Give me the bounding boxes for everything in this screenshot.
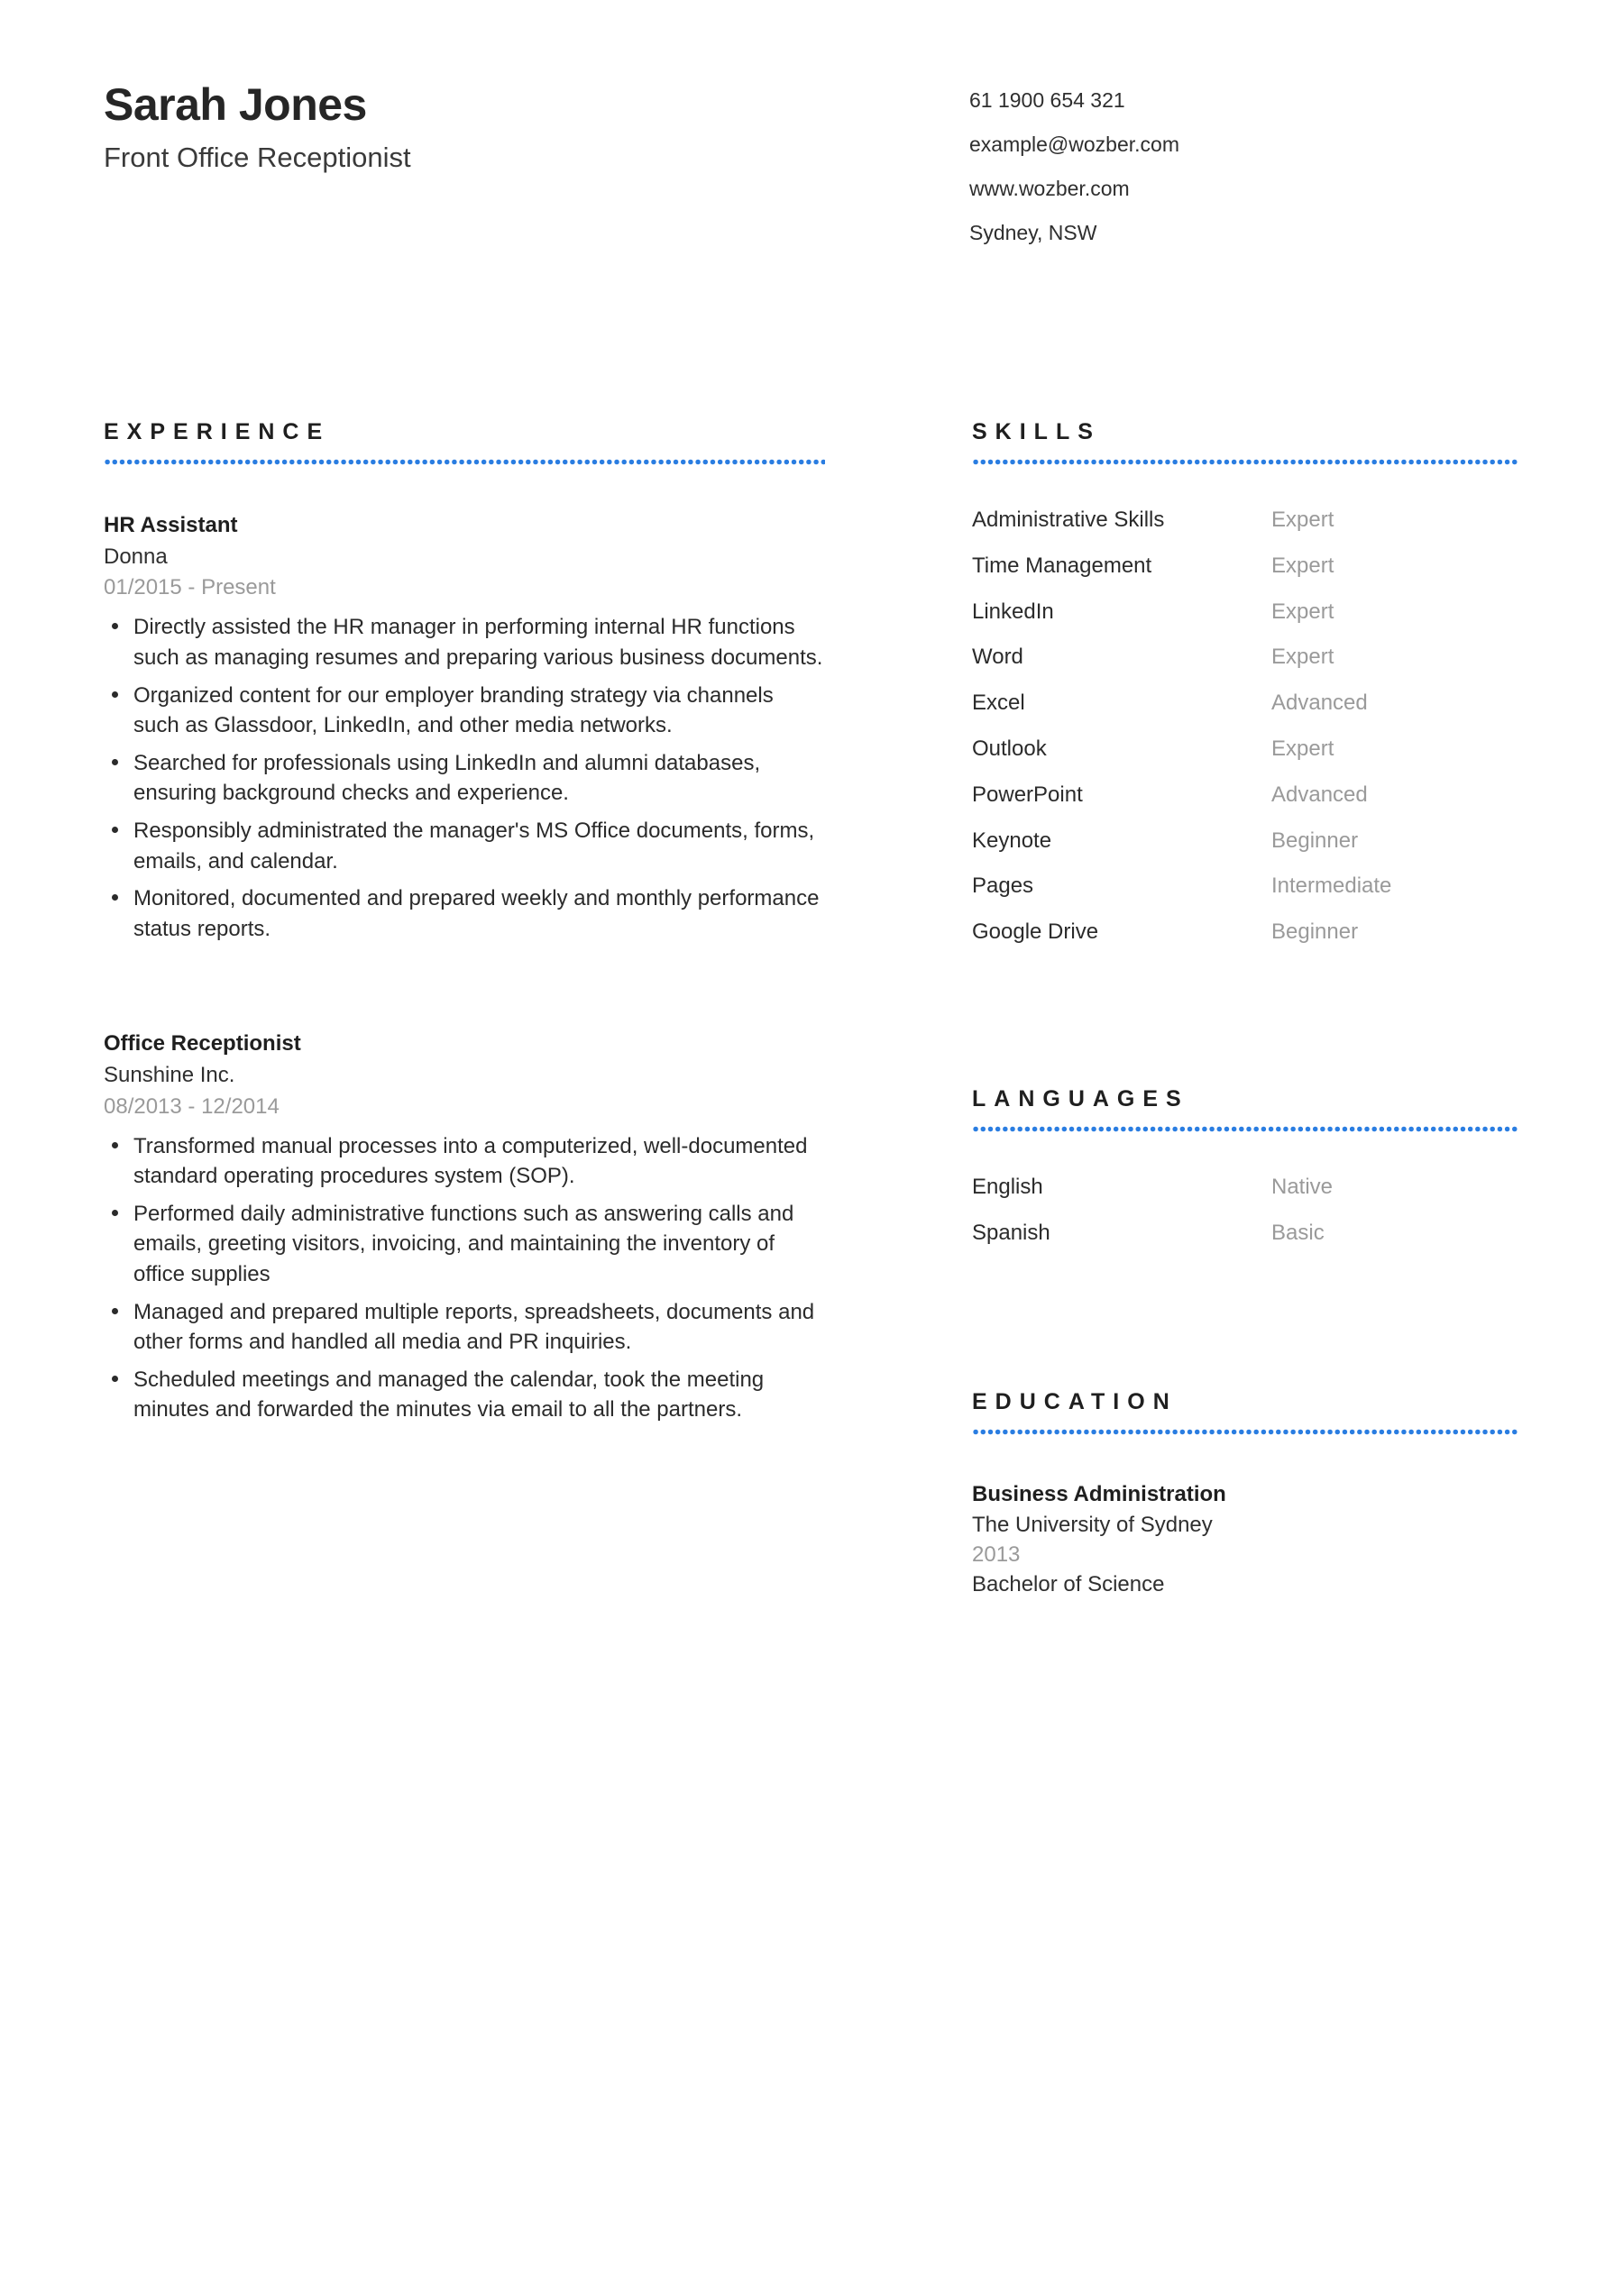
section-gap — [972, 1247, 1519, 1391]
skill-level: Intermediate — [1271, 874, 1392, 899]
bullet-text: Managed and prepared multiple reports, spreadsheets, documents and other forms and handled all media and PR inquiries. — [133, 1299, 815, 1355]
section-experience — [104, 421, 825, 1425]
bullet-item — [104, 816, 825, 876]
bullet-text: Organized content for our employer branding strategy via channels such as Glassdoor, LinkedIn, and other media networks. — [133, 682, 774, 738]
skill-row — [972, 919, 1519, 946]
bullet-item — [104, 681, 825, 741]
bullet-dot-icon — [112, 759, 118, 765]
contact-phone: 61 1900 654 321 — [969, 88, 1125, 112]
skill-row — [972, 599, 1519, 626]
skill-name: Administrative Skills — [972, 508, 1165, 532]
experience-dates: 01/2015 - Present — [104, 575, 276, 600]
skill-level: Beginner — [1271, 828, 1359, 853]
section-title-skills: SKILLS — [972, 419, 1101, 444]
bullet-dot-icon — [112, 894, 118, 901]
experience-bullets — [104, 612, 825, 944]
section-skills — [972, 421, 1519, 946]
skill-level: Expert — [1271, 645, 1334, 670]
skill-level: Beginner — [1271, 919, 1359, 945]
language-name: Spanish — [972, 1220, 1050, 1245]
entry-spacer — [104, 944, 825, 983]
skill-row — [972, 736, 1519, 763]
bullet-item — [104, 1297, 825, 1358]
bullet-text: Searched for professionals using LinkedIn and alumni databases, ensuring background checks and experience. — [133, 750, 761, 806]
experience-company: Sunshine Inc. — [104, 1063, 235, 1088]
bullet-dot-icon — [112, 1210, 118, 1216]
language-row — [972, 1221, 1519, 1247]
section-rule-languages — [972, 1126, 1519, 1132]
education-school: The University of Sydney — [972, 1512, 1213, 1537]
right-column — [972, 421, 1519, 1598]
section-education — [972, 1388, 1519, 1599]
education-entry — [972, 1480, 1519, 1599]
header-identity — [104, 79, 969, 174]
skill-name: Keynote — [972, 828, 1052, 853]
education-degree: Business Administration — [972, 1481, 1226, 1506]
experience-entry — [104, 512, 825, 944]
skill-level: Advanced — [1271, 691, 1368, 716]
contact-website: www.wozber.com — [969, 177, 1130, 200]
resume-body — [104, 421, 1519, 1598]
bullet-dot-icon — [112, 623, 118, 629]
experience-bullets — [104, 1131, 825, 1425]
skill-name: Time Management — [972, 553, 1152, 578]
skill-name: Outlook — [972, 736, 1047, 761]
job-title: Front Office Receptionist — [104, 142, 411, 173]
skill-level: Expert — [1271, 553, 1334, 578]
section-rule-education — [972, 1429, 1519, 1435]
bullet-dot-icon — [112, 827, 118, 833]
section-title-languages: LANGUAGES — [972, 1085, 1189, 1111]
skill-name: PowerPoint — [972, 782, 1083, 807]
education-award: Bachelor of Science — [972, 1572, 1165, 1597]
skill-row — [972, 782, 1519, 809]
language-row — [972, 1175, 1519, 1201]
section-rule-skills — [972, 459, 1519, 465]
bullet-text: Monitored, documented and prepared weekly and monthly performance status reports. — [133, 886, 820, 941]
experience-role: Office Receptionist — [104, 1031, 301, 1057]
skill-level: Expert — [1271, 599, 1334, 624]
contact-block — [969, 79, 1519, 243]
skill-name: Pages — [972, 874, 1034, 899]
experience-role: HR Assistant — [104, 513, 238, 537]
skill-name: Excel — [972, 691, 1025, 716]
column-gap — [825, 421, 972, 1598]
language-level: Native — [1271, 1174, 1334, 1199]
skill-row — [972, 508, 1519, 534]
bullet-item — [104, 1199, 825, 1290]
bullet-dot-icon — [112, 691, 118, 698]
skill-level: Expert — [1271, 736, 1334, 761]
languages-list — [972, 1175, 1519, 1247]
bullet-text: Transformed manual processes into a computerized, well-documented standard operating procedures system (SOP). — [133, 1133, 808, 1189]
contact-location: Sydney, NSW — [969, 221, 1097, 244]
bullet-item — [104, 1131, 825, 1192]
skill-name: Word — [972, 645, 1023, 670]
skill-row — [972, 874, 1519, 900]
bullet-item — [104, 1365, 825, 1425]
language-level: Basic — [1271, 1220, 1325, 1245]
left-column — [104, 421, 825, 1598]
bullet-item — [104, 748, 825, 809]
bullet-text: Performed daily administrative functions such as answering calls and emails, greeting visitors, invoicing, and maintaining the inventory of office supplies — [133, 1201, 794, 1287]
skill-row — [972, 645, 1519, 671]
full-name: Sarah Jones — [104, 79, 367, 130]
bullet-text: Scheduled meetings and managed the calendar, took the meeting minutes and forwarded the minutes via email to all the partners. — [133, 1367, 765, 1422]
experience-dates: 08/2013 - 12/2014 — [104, 1093, 280, 1119]
bullet-dot-icon — [112, 1142, 118, 1148]
section-title-experience: EXPERIENCE — [104, 419, 331, 444]
language-name: English — [972, 1174, 1043, 1199]
bullet-item — [104, 883, 825, 944]
skill-name: LinkedIn — [972, 599, 1054, 624]
bullet-dot-icon — [112, 1376, 118, 1382]
skill-row — [972, 691, 1519, 717]
section-languages — [972, 1085, 1519, 1247]
section-title-education: EDUCATION — [972, 1388, 1178, 1414]
skill-level: Advanced — [1271, 782, 1368, 807]
skill-row — [972, 828, 1519, 855]
skills-list — [972, 508, 1519, 946]
contact-email: example@wozber.com — [969, 133, 1179, 156]
skill-level: Expert — [1271, 508, 1334, 532]
skill-name: Google Drive — [972, 919, 1099, 945]
experience-entry — [104, 1030, 825, 1425]
resume-header — [104, 0, 1519, 243]
section-rule-experience — [104, 459, 825, 465]
experience-company: Donna — [104, 544, 168, 569]
section-gap — [972, 946, 1519, 1088]
bullet-text: Responsibly administrated the manager's MS Office documents, forms, emails, and calendar. — [133, 818, 815, 874]
bullet-dot-icon — [112, 1308, 118, 1314]
bullet-item — [104, 612, 825, 672]
education-year: 2013 — [972, 1541, 1021, 1567]
bullet-text: Directly assisted the HR manager in performing internal HR functions such as managing resumes and preparing various business documents. — [133, 615, 823, 670]
skill-row — [972, 553, 1519, 580]
